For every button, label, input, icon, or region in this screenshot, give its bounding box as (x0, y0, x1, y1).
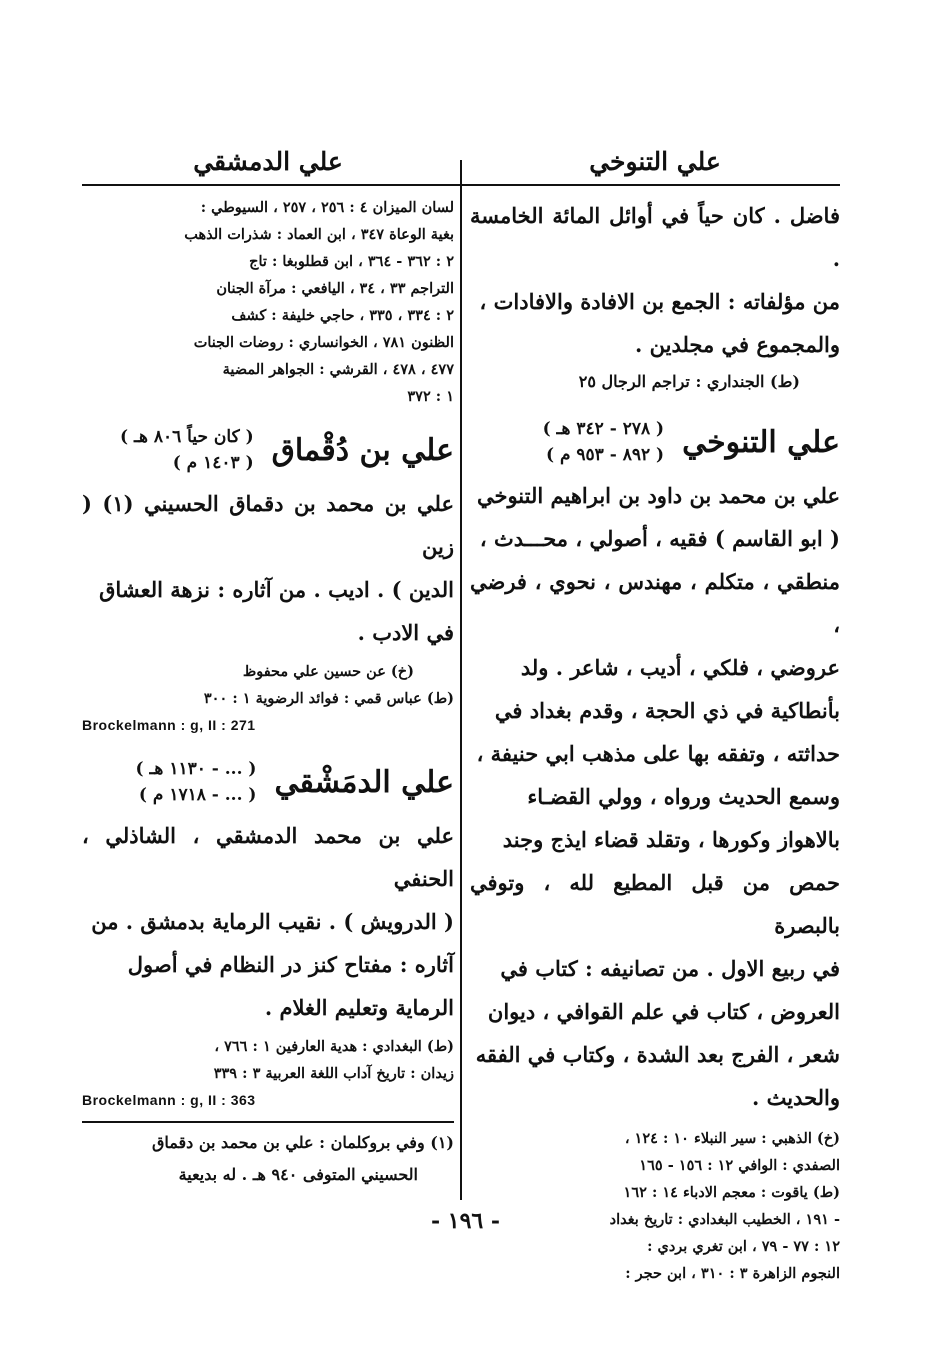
entry-body-duqmaq (82, 482, 454, 654)
entry-dates (543, 416, 665, 468)
reference-line: (ط) البغدادي : هدية العارفين ١ : ٧٦٦ ، (214, 1038, 454, 1055)
reference-line: ٢ : ٣٣٤ ، ٣٣٥ ، حاجي خليفة : كشف (231, 307, 454, 324)
references-duqmaq (82, 658, 454, 738)
entry-heading-dimashqi (82, 756, 454, 808)
text-line: في الادب . (357, 620, 454, 645)
right-continued-text (470, 194, 840, 366)
date-gregorian: ( ... - ١٧١٨ م ) (138, 785, 257, 805)
entry-heading-duqmaq (82, 424, 454, 476)
entry-name: علي الدمَشْقي (274, 764, 454, 800)
left-column (82, 140, 454, 1191)
entry-heading-tanukhi (470, 416, 840, 468)
text-line: والحديث . (751, 1085, 840, 1110)
reference-line: (خ) الذهبي : سير النبلاء ١٠ : ١٢٤ ، (624, 1130, 840, 1147)
reference-line: زيدان : تاريخ آداب اللغة العربية ٣ : ٣٣٩ (213, 1065, 454, 1082)
left-continued-references (82, 194, 454, 410)
text-line: الدين ) . اديب . من آثاره : نزهة العشاق (99, 577, 454, 602)
references-tanukhi (470, 1125, 840, 1287)
reference-line: الصفدي : الوافي ١٢ : ١٥٦ - ١٦٥ (639, 1157, 840, 1174)
text-line: منطقي ، متكلم ، مهندس ، نحوي ، فرضي ، (470, 569, 840, 637)
reference-line: النجوم الزاهرة ٣ : ٣١٠ ، ابن حجر : (625, 1265, 840, 1282)
brockelmann-citation: Brockelmann : g, II : 271 (82, 717, 256, 733)
references-dimashqi (82, 1033, 454, 1113)
entry-body-tanukhi (470, 474, 840, 1119)
text-line: حمص من قبل المطيع لله ، وتوفي بالبصرة (470, 870, 840, 938)
text-line: العروض ، كتاب في علم القوافي ، ديوان (487, 999, 840, 1024)
reference-line: ١٢ : ٧٧ - ٧٩ ، ابن تغري بردي : (647, 1238, 840, 1255)
text-line: علي بن محمد بن دقماق الحسيني (١) ( زين (82, 491, 454, 559)
brockelmann-citation: Brockelmann : g, II : 363 (82, 1092, 256, 1108)
date-hijri: ( ٢٧٨ - ٣٤٢ هـ ) (542, 419, 665, 439)
date-hijri: ( ... - ١١٣٠ هـ ) (135, 759, 257, 779)
footnote (82, 1121, 454, 1191)
reference-line: (ط) الجنداري : تراجم الرجال ٢٥ (578, 372, 800, 391)
entry-dates (135, 756, 256, 808)
reference-line: ٢ : ٣٦٢ - ٣٦٤ ، ابن قطلوبغا : تاج (249, 253, 454, 270)
reference-line: ٤٧٧ ، ٤٧٨ ، القرشي : الجواهر المضية (222, 361, 454, 378)
footnote-line: (١) وفي بروكلمان : علي بن محمد بن دقماق (151, 1133, 454, 1152)
right-running-head: علي التنوخي (589, 147, 721, 176)
text-line: والمجموع في مجلدين . (635, 332, 840, 357)
date-gregorian: ( ٨٩٢ - ٩٥٣ م ) (545, 445, 665, 465)
reference-line: بغية الوعاة ٣٤٧ ، ابن العماد : شذرات الذهب (184, 226, 454, 243)
reference-line: (ط) عباس قمي : فوائد الرضوية ١ : ٣٠٠ (203, 690, 454, 707)
reference-line: - ١٩١ ، الخطيب البغدادي : تاريخ بغداد (609, 1211, 840, 1228)
text-line: فاضل . كان حياً في أوائل المائة الخامسة . (470, 203, 840, 271)
date-hijri: ( كان حياً ٨٠٦ هـ ) (120, 427, 254, 447)
reference-line: ١ : ٣٧٢ (407, 388, 454, 405)
page-number: - ١٩٦ - (430, 1208, 501, 1234)
reference-line: (خ) عن حسين علي محفوظ (242, 663, 414, 680)
entry-name: علي بن دُقْماق (271, 432, 454, 468)
text-line: ( الدرويش ) . نقيب الرماية بدمشق . من (91, 909, 454, 934)
column-divider (460, 160, 462, 1200)
text-line: بأنطاكية في ذي الحجة ، وقدم بغداد في (494, 698, 840, 723)
text-line: وسمع الحديث ورواه ، وولي القضـاء (527, 784, 840, 809)
reference-line: التراجم ٣٣ ، ٣٤ ، اليافعي : مرآة الجنان (216, 280, 454, 297)
entry-name: علي التنوخي (682, 424, 840, 460)
text-line: ( ابو القاسم ) فقيه ، أصولي ، محـــدث ، (479, 526, 840, 551)
reference-line: (ط) ياقوت : معجم الادباء ١٤ : ١٦٢ (623, 1184, 840, 1201)
text-line: من مؤلفاته : الجمع بن الافادة والافادات ، (479, 289, 840, 314)
text-line: حداثته ، وتفقه بها على مذهب ابي حنيفة ، (476, 741, 840, 766)
text-line: شعر ، الفرج بعد الشدة ، وكتاب في الفقه (475, 1042, 840, 1067)
text-line: علي بن محمد بن داود بن ابراهيم التنوخي (476, 483, 840, 508)
text-line: آثاره : مفتاح كنز در النظام في أصول (127, 952, 454, 977)
entry-dates (120, 424, 254, 476)
text-line: عروضي ، فلكي ، أديب ، شاعر . ولد (520, 655, 840, 680)
left-running-head: علي الدمشقي (193, 147, 343, 176)
text-line: بالاهواز وكورها ، وتقلد قضاء ايذج وجند (502, 827, 840, 852)
reference-line: لسان الميزان ٤ : ٢٥٦ ، ٢٥٧ ، السيوطي : (200, 199, 454, 216)
text-line: الرماية وتعليم الغلام . (264, 995, 454, 1020)
text-line: في ربيع الاول . من تصانيفه : كتاب في (500, 956, 840, 981)
footnote-line: الحسيني المتوفى ٩٤٠ هـ . له بديعية (178, 1165, 418, 1184)
right-column (470, 140, 840, 1287)
reference-line: الظنون ٧٨١ ، الخوانساري : روضات الجنات (193, 334, 454, 351)
date-gregorian: ( ١٤٠٣ م ) (172, 453, 254, 473)
text-line: علي بن محمد الدمشقي ، الشاذلي ، الحنفي (82, 823, 454, 891)
entry-body-dimashqi (82, 814, 454, 1029)
